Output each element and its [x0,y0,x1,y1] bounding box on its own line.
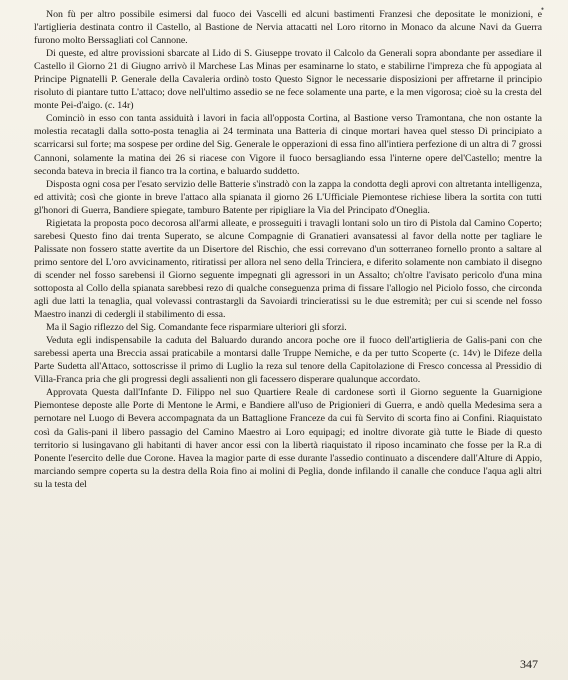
page-number: 347 [520,657,538,671]
paragraph-1: Non fù per altro possibile esimersi dal fuoco dei Vascelli ed alcuni bastimenti Franzesi che depositate le monizioni, e l'artiglieria destinata contro il Castello, al Bastione de Nervia attacatti nel Loro ritorno in Monaco da alcune Navi da Guerra furono molto Berssagliati col Cannone. [34,9,542,47]
paragraph-6: Ma il Sagio riflezzo del Sig. Comandante fece risparmiare ulteriori gli sforzi. [46,322,347,334]
paragraph-8: Approvata Questa dall'Infante D. Filippo nel suo Quartiere Reale di cardonese sortì il Giorno seguente la Guarnigione Piemontese deposte alle Porte di Mentone le Armi, e Bandiere all'uso de Prigionieri di Guerra, e andò quella Medesima sera a pernotare nel Luogo di Bevera accompagnata da un Battaglione Franceze da cui fù Servito di scorta fino ai Confini. Riaquistato così da Galis-pani il libero passagio del Camino Maestro ai Loro equipagi; ed inoltre divorate già tutte le Biade di questo territorio si lusingavano gli habitanti di haver ancor essi con la libertà riaquistato il riposo incaminato che fosse per la R.a di Ponente l'esercito delle due Corone. Havea la magior parte di esse durante l'assedio continuato a discendere dall'Alture di Appio, marciando sempre coperta su la destra della Roia fino ai molini di Peglia, donde infilando il canalle che conduce l'aqua agli altri su la testa del [34,387,542,490]
paragraph-7: Veduta egli indispensabile la caduta del Baluardo durando ancora poche ore il fuoco dell'artiglieria de Galis-pani con che sarebessi aperta una Breccia assai praticabile a montarsi dalle Truppe Nemiche, e da per tutto Scoperte (c. 14v) le Difeze della Parte Sudetta all'Attaco, sottoscrisse il primo di Luglio la reza sul tenore della Capitolazione di Fresco concessa al Pressidio di Villa-Franca pria che gli progressi degli assalienti non gli facessero disperare qualunque accordato. [34,335,542,386]
paragraph-3: Cominciò in esso con tanta assiduità i lavori in facia all'opposta Cortina, al Bastione verso Tramontana, che non ostante la molestia recatagli dalla sotto-posta tenaglia ai 24 terminata una Batteria di cinque mortari havea quel stesso Dì principiato a scarricarsi sul forte; ma sospese per ordine del Sig. Generale le opperazioni di essa fino all'intiera perfezione di un altra di 7 grossi Cannoni, solamente la matina dei 26 si riacese con Vigore il fuoco bersagliando essa l'interne opere del'Castello; mentre la seconda bateva in brecia il fianco tra la cortina, e baluardo suddetto. [34,113,542,177]
body-text [34,8,542,491]
paragraph-5: Rigietata la proposta poco decorosa all'armi alleate, e prosseguiti i travagli lontani solo un tiro di Pistola dal Camino Coperto; sarebesi Questo fino dai trenta Superato, se alcune Compagnie di Granatieri avansatessi al favor della notte per tagliare le Palissate non fossero statte avertite da un Disertore del Rischio, che essi correvano d'un sotterraneo fornello pronto a saltare al primo sentore del L'oro avvicinamento, ritiratissi per allora nel seno della Trinciera, e diferito solamente non cambiato il disegno di scender nel fosso sarebensi il Giorno seguente impegnati gli agressori in un Assalto; ch'oltre l'avisato pericolo d'una mina sottoposta al Collo della spianata sarebbesi rezo di qualche conseguenza prima di fissare l'allogio nel Piciolo fosso, che circonda agli due latti la tenaglia, qual volevassi contrastargli da Savoiardi trincieratissi su le due estremità; per cui si scende nel fosso Maestro inanzi di cedergli il stabilimento di essa. [34,217,542,321]
paragraph-4: Disposta ogni cosa per l'esato servizio delle Batterie s'instradò con la zappa la condotta degli aprovi con altretanta intelligenza, ed attività; così che gionte in breve l'attaco alla spianata il giorno 26 L'Ufficiale Piemontese richiese libera la sortita con tutti gl'honori di Guerra, Bandiere spiegate, tamburo Batente per ripigliare la Via del Principato d'Oneglia. [34,178,542,216]
page-corner-mark: • [540,4,544,14]
paragraph-2: Di queste, ed altre provissioni sbarcate al Lido di S. Giuseppe trovato il Calcolo da Generali sopra abondante per assediare il Castello il Giorno 21 di Giugno arrivò il Marchese Las Minas per esaminarne lo stato, e stabilirne l'impreza che fù appogiata al Principe Pignatelli P. Generale della Cavaleria ordinò tosto Questo Signor le necessarie disposizioni per affretarne il principio risoluto di piantare tutto L'attaco; dove nell'ultimo assedio se ne fece solamente una parte, e la men vigorosa; cioè su la cresta del monte Pei-d'aigo. (c. 14r) [34,48,542,112]
